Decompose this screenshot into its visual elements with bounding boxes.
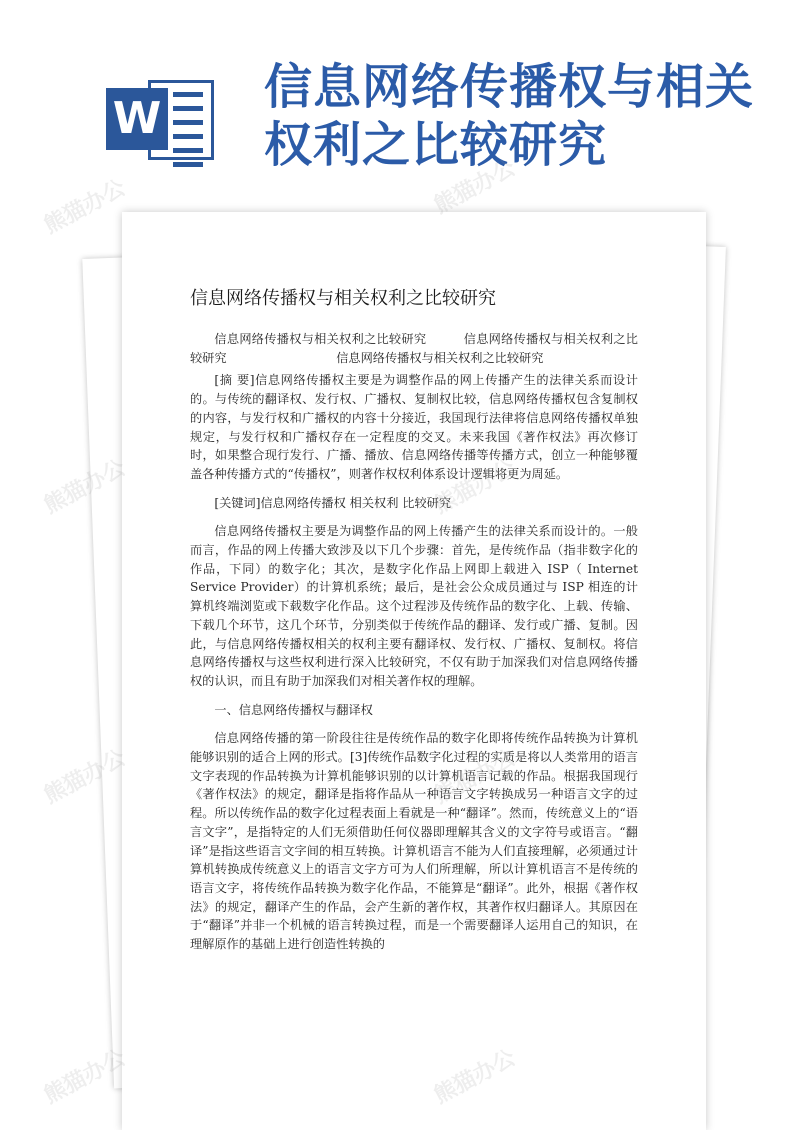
watermark: 熊猫办公 <box>40 1045 130 1109</box>
document-title: 信息网络传播权与相关权利之比较研究 <box>190 288 496 309</box>
watermark: 熊猫办公 <box>40 455 130 519</box>
keywords-paragraph: [关键词]信息网络传播权 相关权利 比较研究 <box>214 495 452 510</box>
banner-title: 信息网络传播权与相关权利之比较研究 <box>264 59 755 173</box>
watermark: 熊猫办公 <box>430 155 520 219</box>
section-heading: 一、信息网络传播权与翻译权 <box>214 702 373 717</box>
watermark: 熊猫办公 <box>40 745 130 809</box>
repeated-title-paragraph: 信息网络传播权与相关权利之比较研究 信息网络传播权与相关权利之比较研究 信息网络传播权与相关权利之比较研究 <box>190 332 638 365</box>
document-page <box>122 212 706 1130</box>
intro-paragraph: 信息网络传播权主要是为调整作品的网上传播产生的法律关系而设计的。一般而言，作品的网上传播大致涉及以下几个步骤：首先，是传统作品（指非数字化的作品，下同）的数字化；其次，是数字化作品上网即上载进入 ISP（ Internet Service Provider）的计算机系统；最后，是社会公众成员通过与 ISP 相连的计算机终端浏览或下载数字化作品。这个过程涉及传统作品的数字化、上载、传输、下载几个环节，这几个环节，分别类似于传统作品的翻译、发行或广播、复制。因此，与信息网络传播权相关的权利主要有翻译权、发行权、广播权、复制权。将信息网络传播权与这些权利进行深入比较研究，不仅有助于加深我们对信息网络传播权的认识，而且有助于加深我们对相关著作权的理解。 <box>190 524 638 688</box>
word-letter-badge: W <box>106 88 168 150</box>
document-body <box>190 330 638 964</box>
section-paragraph: 信息网络传播的第一阶段往往是传统作品的数字化即将传统作品转换为计算机能够识别的适合上网的形式。[3]传统作品数字化过程的实质是将以人类常用的语言文字表现的作品转换为计算机能够识别的以计算机语言记载的作品。根据我国现行《著作权法》的规定，翻译是指将作品从一种语言文字转换成另一种语言文字的过程。所以传统作品的数字化过程表面上看就是一种“翻译”。然而，传统意义上的“语言文字”，是指特定的人们无须借助任何仪器即理解其含义的文字符号或语言。“翻译”是指这些语言文字间的相互转换。计算机语言不能为人们直接理解，必须通过计算机转换成传统意义上的语言文字方可为人们所理解，所以计算机语言不是传统的语言文字，将传统作品转换为数字化作品，不能算是“翻译”。此外，根据《著作权法》的规定，翻译产生的作品，会产生新的著作权，其著作权归翻译人。其原因在于“翻译”并非一个机械的语言转换过程，而是一个需要翻译人运用自己的知识，在理解原作的基础上进行创造性转换的 <box>190 731 638 952</box>
word-document-icon <box>106 76 218 162</box>
header-banner <box>0 0 800 200</box>
watermark: 熊猫办公 <box>40 175 130 239</box>
abstract-paragraph: [摘 要]信息网络传播权主要是为调整作品的网上传播产生的法律关系而设计的。与传统的翻译权、发行权、广播权、复制权比较，信息网络传播权包含复制权的内容，与发行权和广播权的内容十分接近，我国现行法律将信息网络传播权单独规定，与发行权和广播权存在一定程度的交叉。未来我国《著作权法》再次修订时，如果整合现行发行、广播、播放、信息网络传播等传播方式，创立一种能够覆盖各种传播方式的“传播权”，则著作权权利体系设计逻辑将更为周延。 <box>190 373 638 481</box>
